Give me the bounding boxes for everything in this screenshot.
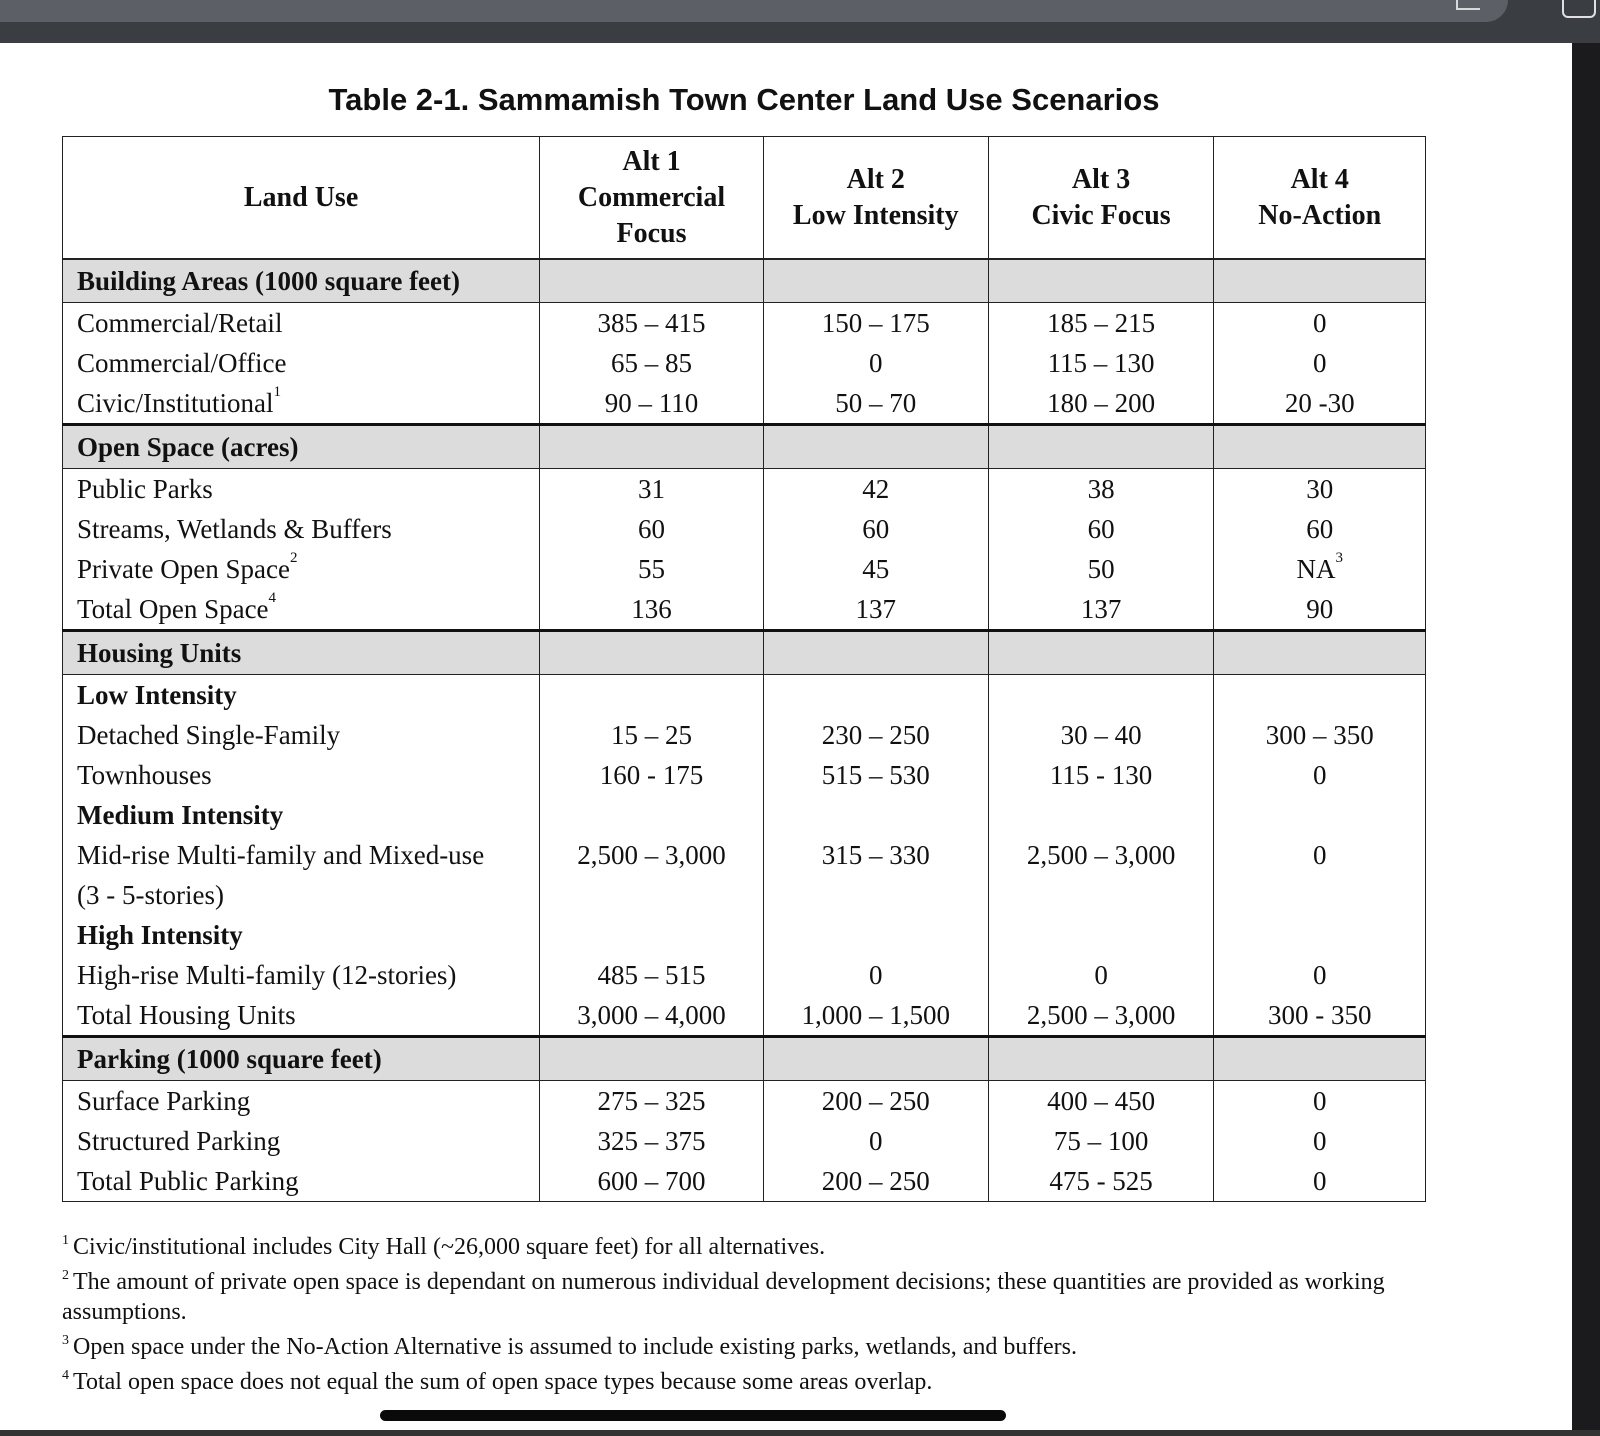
cell-value: 400 – 450 — [1047, 1085, 1156, 1116]
value-cell — [1214, 1121, 1426, 1161]
cell-value: 600 – 700 — [597, 1165, 706, 1196]
row-label-cell — [63, 835, 540, 875]
cell-value: 0 — [1312, 307, 1327, 338]
cell-value: 75 – 100 — [1053, 1125, 1149, 1156]
value-cell — [763, 675, 988, 716]
row-label: Townhouses — [77, 759, 212, 790]
row-label-cell — [63, 675, 540, 716]
section-row — [63, 425, 1426, 469]
row-label: High Intensity — [77, 919, 243, 950]
footnote-1 — [62, 1232, 1422, 1262]
cell-value: 485 – 515 — [597, 959, 706, 990]
cell-value: 185 – 215 — [1047, 307, 1156, 338]
footnote-marker: 4 — [268, 589, 277, 606]
value-cell — [1214, 589, 1426, 631]
cell-value: 60 — [1087, 513, 1115, 544]
value-cell — [1214, 955, 1426, 995]
value-cell — [988, 715, 1214, 755]
cell-value: 475 - 525 — [1049, 1165, 1153, 1196]
section-cell — [763, 425, 988, 469]
row-label: Low Intensity — [77, 679, 237, 710]
value-cell — [763, 835, 988, 875]
value-cell — [540, 955, 764, 995]
cell-value: 15 – 25 — [611, 719, 693, 750]
value-cell — [988, 1081, 1214, 1122]
value-cell — [1214, 1081, 1426, 1122]
row-label: Streams, Wetlands & Buffers — [77, 513, 392, 544]
value-cell — [763, 795, 988, 835]
value-cell — [988, 915, 1214, 955]
value-cell — [540, 715, 764, 755]
cell-value: 115 - 130 — [1049, 759, 1153, 790]
row-label-cell — [63, 1121, 540, 1161]
value-cell — [540, 755, 764, 795]
value-cell — [540, 875, 764, 915]
cell-value: 0 — [1312, 1125, 1327, 1156]
value-cell — [1214, 303, 1426, 344]
value-cell — [540, 1161, 764, 1202]
row-label-cell — [63, 549, 540, 589]
footnote-text: The amount of private open space is dependant on numerous individual development decisions; these quantities are provided as working assumptions. — [62, 1269, 1385, 1325]
row-label-cell — [63, 875, 540, 915]
cell-value: 31 — [638, 473, 666, 504]
value-cell — [763, 303, 988, 344]
cell-value: 150 – 175 — [821, 307, 930, 338]
table-row — [63, 343, 1426, 383]
column-header-line: Low Intensity — [792, 199, 959, 231]
value-cell — [988, 303, 1214, 344]
value-cell — [988, 955, 1214, 995]
value-cell — [763, 383, 988, 425]
cell-value: 45 — [862, 553, 890, 584]
value-cell — [763, 875, 988, 915]
browser-top-bar — [0, 0, 1600, 43]
value-cell — [988, 1161, 1214, 1202]
cell-value: 90 — [1306, 593, 1334, 624]
value-cell — [540, 835, 764, 875]
value-cell — [763, 995, 988, 1037]
value-cell — [988, 509, 1214, 549]
value-cell — [1214, 549, 1426, 589]
cell-value: 2,500 – 3,000 — [577, 839, 726, 870]
value-cell — [763, 715, 988, 755]
value-cell — [540, 383, 764, 425]
cell-value: 65 – 85 — [611, 347, 693, 378]
table-row — [63, 835, 1426, 875]
value-cell — [988, 795, 1214, 835]
value-cell — [1214, 915, 1426, 955]
section-title: Housing Units — [63, 631, 540, 675]
value-cell — [1214, 1161, 1426, 1202]
right-edge-strip — [1572, 43, 1600, 1436]
cell-value: 0 — [1312, 1165, 1327, 1196]
cell-value: 137 — [855, 593, 897, 624]
column-header-1 — [540, 137, 764, 260]
section-cell — [540, 425, 764, 469]
value-cell — [1214, 795, 1426, 835]
section-cell — [540, 631, 764, 675]
value-cell — [540, 589, 764, 631]
value-cell — [763, 469, 988, 510]
cell-value: 0 — [869, 1125, 883, 1156]
table-row — [63, 509, 1426, 549]
column-header-line: Land Use — [243, 181, 359, 213]
value-cell — [1214, 755, 1426, 795]
section-cell — [763, 259, 988, 303]
value-cell — [1214, 469, 1426, 510]
section-title: Building Areas (1000 square feet) — [63, 259, 540, 303]
table-title: Table 2-1. Sammamish Town Center Land Use Scenarios — [328, 82, 1160, 117]
row-label: Medium Intensity — [77, 799, 284, 830]
value-cell — [540, 1121, 764, 1161]
column-header-line: Alt 3 — [1071, 163, 1131, 195]
value-cell — [540, 795, 764, 835]
section-title: Open Space (acres) — [63, 425, 540, 469]
cell-value: 0 — [1312, 759, 1327, 790]
table-row — [63, 715, 1426, 755]
table-row — [63, 755, 1426, 795]
cell-value: 515 – 530 — [821, 759, 930, 790]
footnotes — [62, 1232, 1422, 1402]
table-row — [63, 875, 1426, 915]
footnote-number: 4 — [62, 1368, 69, 1383]
cell-value: 385 – 415 — [597, 307, 706, 338]
row-label: (3 - 5-stories) — [77, 879, 224, 910]
section-cell — [1214, 259, 1426, 303]
row-label: Civic/Institutional — [77, 387, 274, 418]
table-row — [63, 1121, 1426, 1161]
section-cell — [1214, 425, 1426, 469]
row-label-cell — [63, 1081, 540, 1122]
row-label-cell — [63, 1161, 540, 1202]
column-header-line: Alt 4 — [1290, 163, 1349, 195]
cell-value: 42 — [862, 473, 890, 504]
table-row — [63, 1081, 1426, 1122]
cell-value: 115 – 130 — [1047, 347, 1155, 378]
value-cell — [988, 675, 1214, 716]
footnote-number: 2 — [62, 1268, 69, 1283]
value-cell — [763, 549, 988, 589]
value-cell — [988, 589, 1214, 631]
column-header-2 — [763, 137, 988, 260]
section-row — [63, 259, 1426, 303]
tabs-icon[interactable] — [1562, 0, 1596, 18]
cell-value: 300 - 350 — [1267, 999, 1372, 1030]
table-row — [63, 915, 1426, 955]
value-cell — [763, 1161, 988, 1202]
value-cell — [988, 995, 1214, 1037]
row-label: Total Housing Units — [77, 999, 296, 1030]
cell-value: 55 — [638, 553, 666, 584]
value-cell — [763, 509, 988, 549]
value-cell — [763, 589, 988, 631]
row-label-cell — [63, 955, 540, 995]
section-cell — [540, 1037, 764, 1081]
row-label-cell — [63, 343, 540, 383]
section-cell — [1214, 1037, 1426, 1081]
row-label-cell — [63, 995, 540, 1037]
value-cell — [540, 995, 764, 1037]
table-row — [63, 303, 1426, 344]
cell-value: 0 — [869, 959, 883, 990]
table-row — [63, 675, 1426, 716]
row-label: Public Parks — [77, 473, 213, 504]
cell-value: 60 — [1306, 513, 1334, 544]
cell-value: 200 – 250 — [821, 1165, 930, 1196]
value-cell — [1214, 343, 1426, 383]
row-label: Structured Parking — [77, 1125, 281, 1156]
table-row — [63, 995, 1426, 1037]
section-row — [63, 631, 1426, 675]
footnote-marker: 3 — [1335, 549, 1343, 566]
footnote-text: Total open space does not equal the sum of open space types because some areas overlap. — [73, 1369, 933, 1395]
column-header-line: Alt 1 — [622, 145, 681, 177]
land-use-table — [62, 136, 1426, 1202]
column-header-line: Alt 2 — [846, 163, 905, 195]
section-row — [63, 1037, 1426, 1081]
cell-value: 315 – 330 — [821, 839, 930, 870]
cell-value: 90 – 110 — [604, 387, 699, 418]
row-label: Surface Parking — [77, 1085, 251, 1116]
column-header-line: Civic Focus — [1031, 199, 1171, 231]
value-cell — [540, 509, 764, 549]
cell-value: 136 — [631, 593, 672, 624]
cell-value: 180 – 200 — [1047, 387, 1156, 418]
value-cell — [540, 915, 764, 955]
value-cell — [763, 755, 988, 795]
value-cell — [540, 343, 764, 383]
value-cell — [1214, 383, 1426, 425]
table-header-row — [63, 137, 1426, 260]
column-header-4 — [1214, 137, 1426, 260]
table-row — [63, 955, 1426, 995]
row-label: Total Public Parking — [77, 1165, 299, 1196]
footnote-marker: 2 — [289, 549, 298, 566]
cell-value: 160 - 175 — [599, 759, 704, 790]
toolbar-area — [0, 0, 1508, 22]
section-cell — [763, 1037, 988, 1081]
cell-value: 1,000 – 1,500 — [801, 999, 951, 1030]
column-header-0 — [63, 137, 540, 260]
cell-value: 2,500 – 3,000 — [1026, 999, 1176, 1030]
cell-value: 0 — [1312, 839, 1327, 870]
column-header-line: Commercial — [577, 181, 726, 213]
value-cell — [1214, 875, 1426, 915]
value-cell — [988, 383, 1214, 425]
cell-value: 300 – 350 — [1265, 719, 1374, 750]
table-row — [63, 549, 1426, 589]
value-cell — [540, 469, 764, 510]
footnote-text: Open space under the No-Action Alternative is assumed to include existing parks, wetlands, and buffers. — [73, 1334, 1077, 1360]
cell-value: 30 – 40 — [1060, 719, 1142, 750]
section-cell — [988, 425, 1214, 469]
cell-value: 0 — [1312, 1085, 1327, 1116]
cell-value: 0 — [1312, 347, 1327, 378]
section-cell — [988, 259, 1214, 303]
section-cell — [988, 631, 1214, 675]
cell-value: 137 — [1080, 593, 1122, 624]
column-header-3 — [988, 137, 1214, 260]
value-cell — [988, 343, 1214, 383]
value-cell — [988, 875, 1214, 915]
value-cell — [988, 469, 1214, 510]
row-label: Commercial/Office — [77, 347, 287, 378]
row-label: Mid-rise Multi-family and Mixed-use — [77, 839, 485, 870]
cell-value: 50 – 70 — [835, 387, 917, 418]
row-label: High-rise Multi-family (12-stories) — [77, 959, 457, 990]
footnote-4 — [62, 1367, 1422, 1397]
section-cell — [988, 1037, 1214, 1081]
row-label-cell — [63, 303, 540, 344]
row-label-cell — [63, 715, 540, 755]
value-cell — [1214, 995, 1426, 1037]
value-cell — [1214, 509, 1426, 549]
footnote-2 — [62, 1267, 1422, 1327]
section-cell — [763, 631, 988, 675]
cell-value: 0 — [869, 347, 883, 378]
cell-value: 30 — [1306, 473, 1334, 504]
value-cell — [1214, 715, 1426, 755]
value-cell — [763, 1121, 988, 1161]
cell-value: 60 — [862, 513, 890, 544]
cell-value: 60 — [638, 513, 666, 544]
value-cell — [1214, 675, 1426, 716]
row-label-cell — [63, 755, 540, 795]
footnote-3 — [62, 1332, 1422, 1362]
cell-value: 275 – 325 — [597, 1085, 706, 1116]
footnote-number: 3 — [62, 1333, 69, 1348]
cell-value: 230 – 250 — [821, 719, 930, 750]
section-cell — [540, 259, 764, 303]
table-row — [63, 383, 1426, 425]
cell-value: 0 — [1312, 959, 1327, 990]
value-cell — [540, 675, 764, 716]
value-cell — [763, 915, 988, 955]
row-label-cell — [63, 589, 540, 631]
value-cell — [988, 835, 1214, 875]
table-row — [63, 795, 1426, 835]
footnote-text: Civic/institutional includes City Hall (~26,000 square feet) for all alternatives. — [73, 1234, 826, 1260]
row-label-cell — [63, 509, 540, 549]
value-cell — [540, 303, 764, 344]
column-header-line: No-Action — [1258, 199, 1382, 231]
value-cell — [988, 1121, 1214, 1161]
cell-value: NA — [1296, 553, 1336, 584]
cell-value: 20 -30 — [1284, 387, 1355, 418]
footnote-marker: 1 — [273, 383, 281, 400]
value-cell — [540, 549, 764, 589]
row-label: Commercial/Retail — [77, 307, 283, 338]
cell-value: 50 — [1087, 553, 1115, 584]
cell-value: 200 – 250 — [821, 1085, 930, 1116]
toolbar-icon[interactable] — [1456, 0, 1480, 10]
row-label: Private Open Space — [77, 553, 290, 584]
home-indicator[interactable] — [380, 1410, 1006, 1421]
section-title: Parking (1000 square feet) — [63, 1037, 540, 1081]
cell-value: 38 — [1087, 473, 1115, 504]
cell-value: 3,000 – 4,000 — [577, 999, 726, 1030]
footnote-number: 1 — [62, 1233, 69, 1248]
cell-value: 325 – 375 — [597, 1125, 706, 1156]
value-cell — [988, 755, 1214, 795]
value-cell — [763, 343, 988, 383]
value-cell — [1214, 835, 1426, 875]
bottom-edge — [0, 1430, 1600, 1436]
row-label-cell — [63, 469, 540, 510]
section-cell — [1214, 631, 1426, 675]
cell-value: 0 — [1094, 959, 1108, 990]
row-label-cell — [63, 915, 540, 955]
table-row — [63, 469, 1426, 510]
cell-value: 2,500 – 3,000 — [1026, 839, 1176, 870]
row-label: Detached Single-Family — [77, 719, 341, 750]
value-cell — [763, 1081, 988, 1122]
table-row — [63, 1161, 1426, 1202]
row-label-cell — [63, 383, 540, 425]
row-label-cell — [63, 795, 540, 835]
value-cell — [763, 955, 988, 995]
column-header-line: Focus — [616, 217, 687, 249]
value-cell — [988, 549, 1214, 589]
table-row — [63, 589, 1426, 631]
row-label: Total Open Space — [77, 593, 269, 624]
value-cell — [540, 1081, 764, 1122]
